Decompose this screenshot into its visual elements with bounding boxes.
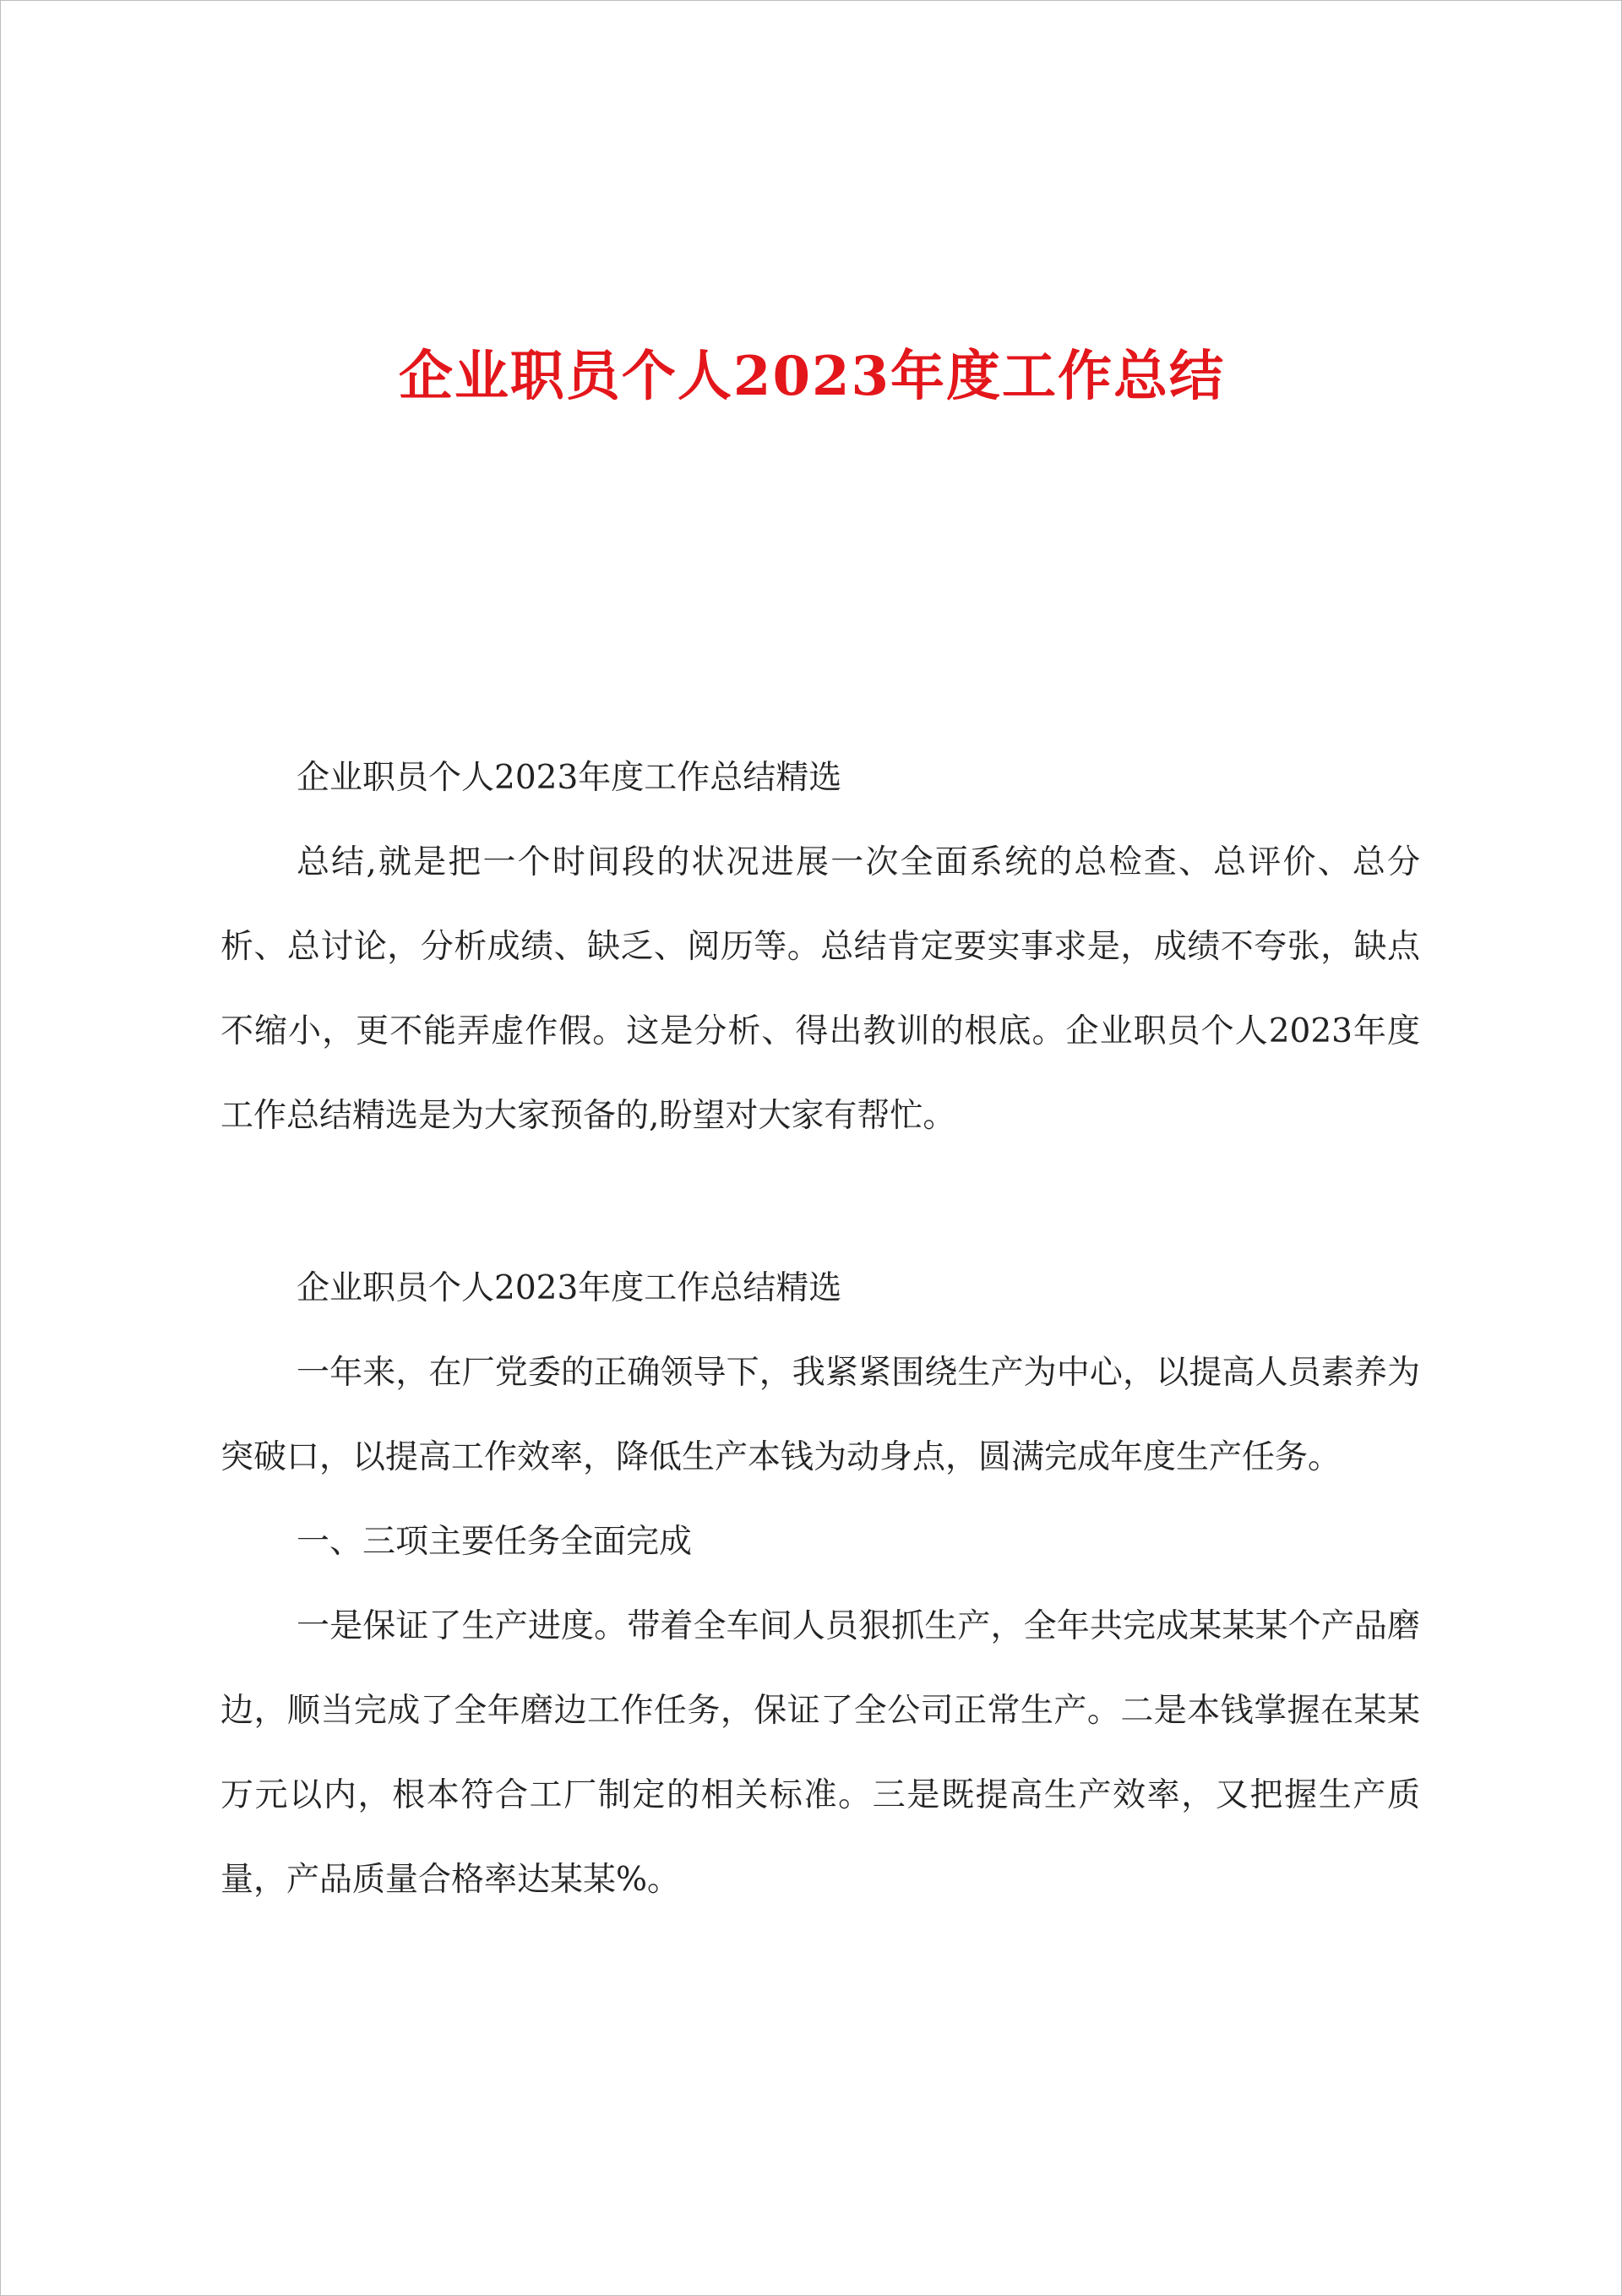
intro-section bbox=[220, 736, 1420, 1159]
main-heading: 企业职员个人2023年度工作总结精选 bbox=[297, 1269, 842, 1307]
section-subheading: 一、三项主要任务全面完成 bbox=[297, 1523, 693, 1561]
intro-heading: 企业职员个人2023年度工作总结精选 bbox=[297, 759, 842, 797]
document-title: 企业职员个人2023年度工作总结 bbox=[398, 345, 1226, 408]
main-paragraph-tasks: 一是保证了生产进度。带着全车间人员狠抓生产，全年共完成某某某个产品磨边，顺当完成了全年磨边工作任务，保证了全公司正常生产。二是本钱掌握在某某万元以内，根本符合工厂制定的相关标准。三是既提高生产效率，又把握生产质量，产品质量合格率达某某%。 bbox=[220, 1607, 1420, 1899]
main-section bbox=[220, 1246, 1420, 1922]
main-paragraph-intro: 一年来，在厂党委的正确领导下，我紧紧围绕生产为中心，以提高人员素养为突破口，以提高工作效率，降低生产本钱为动身点，圆满完成年度生产任务。 bbox=[220, 1354, 1420, 1476]
intro-paragraph: 总结,就是把一个时间段的状况进展一次全面系统的总检查、总评价、总分析、总讨论，分析成绩、缺乏、阅历等。总结肯定要实事求是，成绩不夸张，缺点不缩小，更不能弄虚作假。这是分析、得出教训的根底。企业职员个人2023年度工作总结精选是为大家预备的,盼望对大家有帮忙。 bbox=[220, 843, 1420, 1135]
